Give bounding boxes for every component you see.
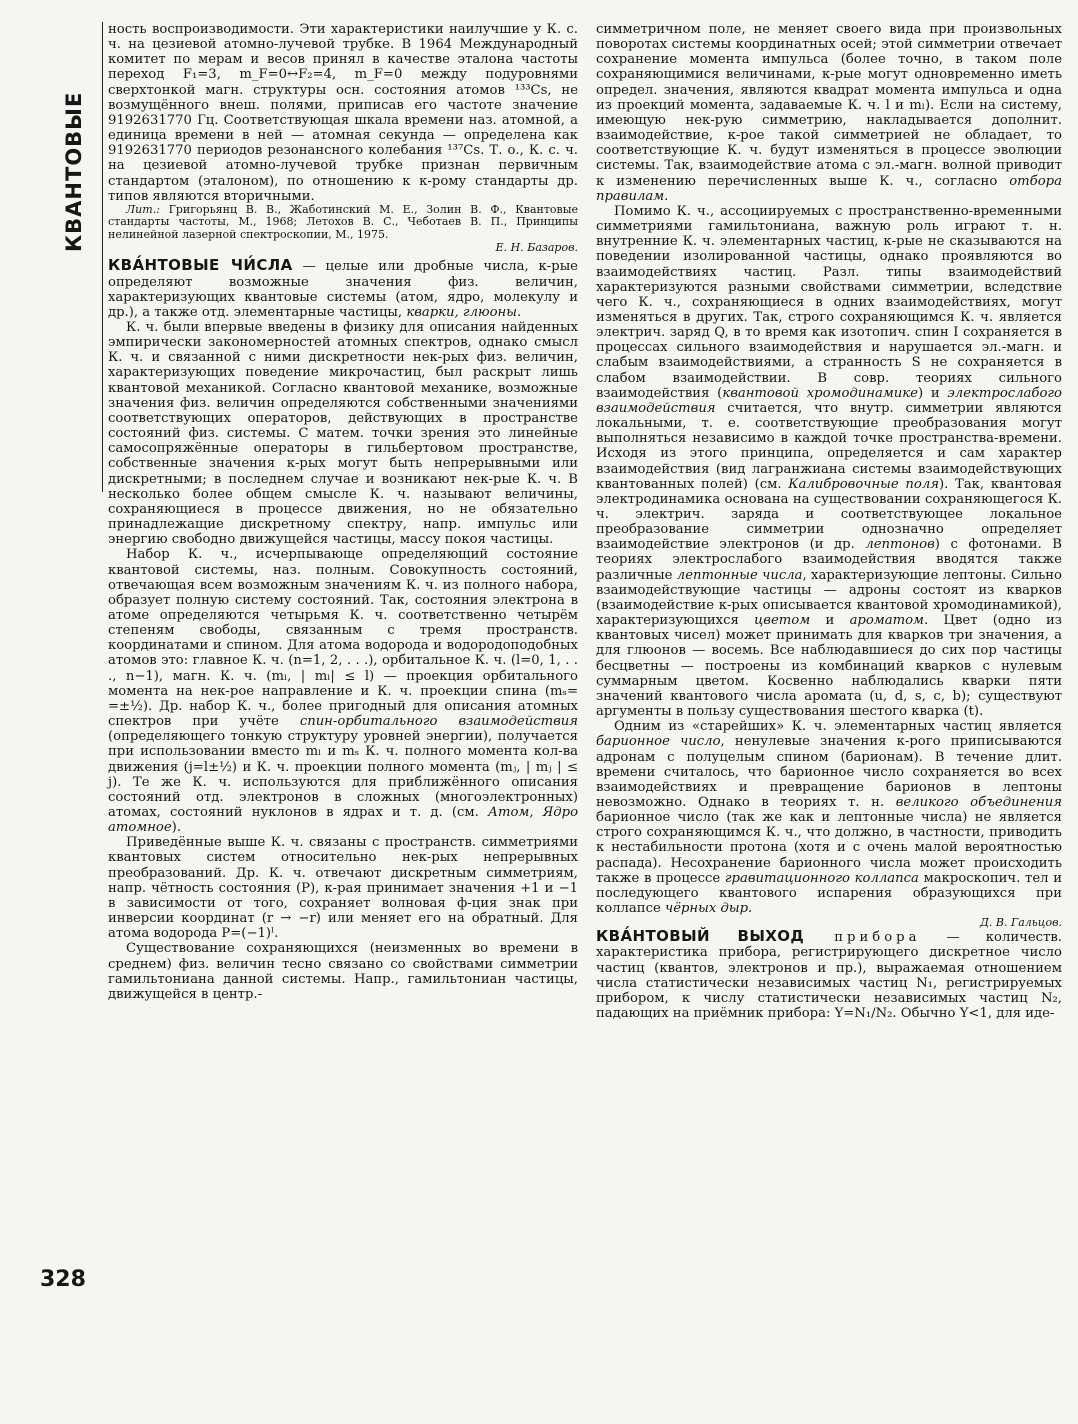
paragraph-text: Помимо К. ч., ассоциируемых с пространственно-временными симметриями гамильтониана, важную роль играют т. н. внутренние К. ч. элементарных частиц, к-рые не сказываются на поведении изолированной частицы, однако проявляются во взаимодействиях частиц. Разл. типы взаимодействий характеризуются разными свойствами симметрии, вследствие чего К. ч., сохраняющиеся в одних взаимодействиях, могут изменяться в других. Так, строго сохраняющимся К. ч. является электрич. заряд Q, в то время как изотопич. спин I сохраняется в процессах сильного взаимодействия и нарушается эл.-магн. и слабым взаимодействиями, а странность S не сохраняется в слабом взаимодействии. В совр. теориях сильного взаимодействия ( — [596, 203, 1062, 401]
paragraph: Приведённые выше К. ч. связаны с пространств. симметриями квантовых систем относительно нек-рых непрерывных преобразований. Др. К. ч. отвечают дискретным симметриям, напр. чётность состояния (P), к-рая принимает значения +1 и −1 в зависимости от того, сохраняет волновая ф-ция знак при инверсии координат (r → −r) или меняет его на обратный. Для атома водорода P=(−1)ˡ. — [108, 835, 578, 942]
paragraph-text: , ненулевые значения к-рого приписываются адронам с полуцелым спином (барионам). В течение длит. времени считалось, что барионное число сохраняется во всех взаимодействиях и превращение барионов в лептоны невозможно. Однако в теориях т. н. — [596, 734, 1063, 810]
paragraph-intro: ность воспроизводимости. Эти характеристики наилучшие у К. с. ч. на цезиевой атомно-лучевой трубке. В 1964 Международный комитет по мерам и весов принял в качестве эталона частоты переход F₁=3, m_F=0↔F₂=4, m_F=0 между подуровнями сверхтонкой магн. структуры осн. состояния атомов ¹³³Cs, не возмущённого внеш. полями, приписав его частоте значение 9192631770 Гц. Соответствующая шкала времени наз. атомной, а единица времени в ней — атомная секунда — определена как 9192631770 периодов резонансного колебания ¹³⁷Cs. Т. о., К. с. ч. на цезиевой атомно-лучевой трубке признан первичным стандартом (эталоном), по отношению к к-рому стандарты др. типов являются вторичными. — [108, 22, 578, 204]
entry-heading: КВА́НТОВЫЙ ВЫХОД — [596, 927, 805, 946]
italic-term: лептонов — [865, 537, 935, 553]
italic-term: Калибровочные поля — [788, 476, 939, 492]
paragraph-text: ). — [171, 820, 182, 836]
paragraph-text: ) с фотонами. В теориях электрослабого взаимодействия вводятся также различные — [596, 537, 1062, 583]
italic-term: ароматом — [849, 613, 924, 629]
paragraph — [596, 204, 1062, 719]
paragraph-text: , характеризующие лептоны. Сильно взаимодействующие частицы — адроны состоят из кварков (взаимодействие к-рых описывается квантовой хромодинамикой), характеризующихся — [596, 567, 1062, 629]
left-column — [108, 22, 578, 1002]
italic-term: отбора правилам. — [596, 173, 1062, 204]
paragraph — [596, 719, 1062, 916]
paragraph-text: (определяющего тонкую структуру уровней энергии), получается при использовании вместо mₗ и mₛ К. ч. полного момента кол-ва движения (j=l±½) и К. ч. проекции полного момента (mⱼ, | mⱼ | ≤ j). Те же К. ч. используются для приближённого описания состояний отд. электронов в сложных (многоэлектронных) атомах, состояний нуклонов в ядрах и т. д. (см. — [108, 729, 578, 820]
paragraph-text: барионное число (так же как и лептонные числа) не является строго сохраняющимся К. ч., что должно, в частности, приводить к нестабильности протона (хотя и с очень малой вероятностью распада). Несохранение барионного числа может происходить также в процессе — [596, 810, 1062, 886]
italic-term: квантовой хромодинамике — [722, 385, 918, 401]
italic-term: великого объединения — [895, 794, 1062, 810]
paragraph — [108, 547, 578, 835]
right-column — [596, 22, 1062, 1021]
reference-text: Григорьянц В. В., Жаботинский М. Е., Золин В. Ф., Квантовые стандарты частоты, М., 1968; Летохов В. С., Чеботаев В. П., Принципы нелинейной лазерной спектроскопии, М., 1975. — [108, 202, 578, 241]
author-signature: Е. Н. Базаров. — [495, 241, 578, 255]
paragraph: Существование сохраняющихся (неизменных во времени в среднем) физ. величин тесно связано со свойствами симметрии гамильтониана данной системы. Напр., гамильтониан частицы, движущейся в центр.- — [108, 941, 578, 1002]
italic-term: спин-орбитального взаимодействия — [299, 714, 578, 730]
paragraph-text: симметричном поле, не меняет своего вида при произвольных поворотах системы координатных осей; этой симметрии отвечает сохранение момента импульса (более точно, в таком поле сохраняющимися величинами, к-рые могут одновременно иметь определ. значения, являются квадрат момента импульса и одна из проекций момента, задаваемые К. ч. l и mₗ). Если на систему, имеющую нек-рую симметрию, накладывается дополнит. взаимодействие, к-рое такой симметрией не обладает, то соответствующие К. ч. будут изменяться в процессе эволюции системы. Так, взаимодействие атома с эл.-магн. волной приводит к изменению перечисленных выше К. ч., согласно — [596, 22, 1062, 189]
author-signature: Д. В. Гальцов. — [979, 916, 1062, 930]
paragraph: К. ч. были впервые введены в физику для описания найденных эмпирически закономерностей атомных спектров, однако смысл К. ч. и связанной с ними дискретности нек-рых физ. величин, характеризующих поведение микрочастиц, был раскрыт лишь квантовой механикой. Согласно квантовой механике, возможные значения физ. величин определяются собственными значениями соответствующих операторов, действующих в пространстве состояний физ. системы. С матем. точки зрения это линейные самосопряжённые операторы в гильбертовом пространстве, собственные значения к-рых могут быть непрерывными или дискретными; в последнем случае и возникают нек-рые К. ч. В несколько более общем смысле К. ч. называют величины, сохраняющиеся в процессе движения, но не обязательно принадлежащие дискретному спектру, напр. импульс или энергию свободно движущейся частицы, массу покоя частицы. — [108, 320, 578, 548]
italic-term: лептонные числа — [676, 567, 803, 583]
paragraph-text: Набор К. ч., исчерпывающе определяющий состояние квантовой системы, наз. полным. Совокупность состояний, отвечающая всем возможным значениям К. ч. из полного набора, образует полную систему состояний. Так, состояния электрона в атоме определяются четырьмя К. ч. соответственно четырём степеням свободы, связанным с тремя пространств. координатами и спином. Для атома водорода и водородоподобных атомов это: главное К. ч. (n=1, 2, . . .), орбитальное К. ч. (l=0, 1, . . ., n−1), магн. К. ч. (mₗ, | mₗ| ≤ l) — проекция орбитального момента на нек-рое направление и К. ч. проекции спина (mₛ= =±½). Др. набор К. ч., более пригодный для описания атомных спектров при учёте — [108, 547, 578, 730]
paragraph-text: макроскопич. тел и последующего квантового испарения образующихся при коллапсе — [596, 870, 1062, 917]
entry-quantum-yield — [596, 929, 1062, 1021]
paragraph — [596, 22, 1062, 204]
entry-definition: — целые или дробные числа, к-рые определяют возможные значения физ. величин, характеризующих квантовые системы (атом, ядро, молекулу и др.), а также отд. элементарные частицы, — [108, 259, 578, 320]
italic-term: чёрных дыр. — [664, 901, 753, 917]
reference-label: Лит.: — [126, 202, 160, 216]
entry-definition: — количеств. характеристика прибора, регистрирующего дискретное число частиц (квантов, электронов и пр.), выражаемая отношением числа статистически независимых частиц N₁, регистрируемых прибором, к числу статистически независимых частиц N₂, падающих на приёмник прибора: Y=N₁/N₂. Обычно Y<1, для иде- — [596, 930, 1062, 1021]
paragraph-text: ). Так, квантовая электродинамика основана на существовании сохраняющегося К. ч. электрич. заряда и соответствующее локальное преобразование симметрии однозначно определяет взаимодействие электронов (и др. — [596, 476, 1062, 553]
paragraph-text: ) и — [917, 385, 948, 401]
italic-term: электрослабого взаимодействия — [596, 385, 1062, 416]
paragraph-text: считается, что внутр. симметрии являются локальными, т. е. соответствующие преобразования могут выполняться независимо в каждой точке пространства-времени. Исходя из этого принципа, определяется и сам характер взаимодействия (вид лагранжиана системы взаимодействующих квантованных полей) (см. — [596, 400, 1062, 492]
page-number: 328 — [40, 1267, 86, 1292]
entry-quantum-numbers — [108, 258, 578, 320]
italic-term: цветом — [754, 613, 811, 629]
running-head: КВАНТОВЫЕ — [62, 91, 86, 252]
entry-heading-spaced: прибора — [804, 930, 921, 946]
paragraph-text: . Цвет (одно из квантовых чисел) может принимать для кварков три значения, а для глюонов — восемь. Все наблюдавшиеся до сих пор частицы бесцветны — построены из комбинаций кварков с нулевым суммарным цветом. Косвенно наблюдались кварки пяти значений квантового числа аромата (u, d, s, c, b); существуют аргументы в пользу существования шестого кварка (t). — [596, 613, 1062, 720]
italic-term: Атом, Ядро атомное — [108, 805, 579, 836]
paragraph-text: Одним из «старейших» К. ч. элементарных частиц является — [614, 719, 1062, 735]
paragraph-text: и — [810, 613, 850, 629]
italic-term: барионное число — [596, 734, 721, 750]
entry-heading: КВА́НТОВЫЕ ЧИ́СЛА — [108, 256, 293, 275]
reference-list — [108, 204, 578, 242]
italic-term: гравитационного коллапса — [724, 870, 919, 886]
entry-definition-italic: кварки, глюоны. — [406, 304, 522, 320]
